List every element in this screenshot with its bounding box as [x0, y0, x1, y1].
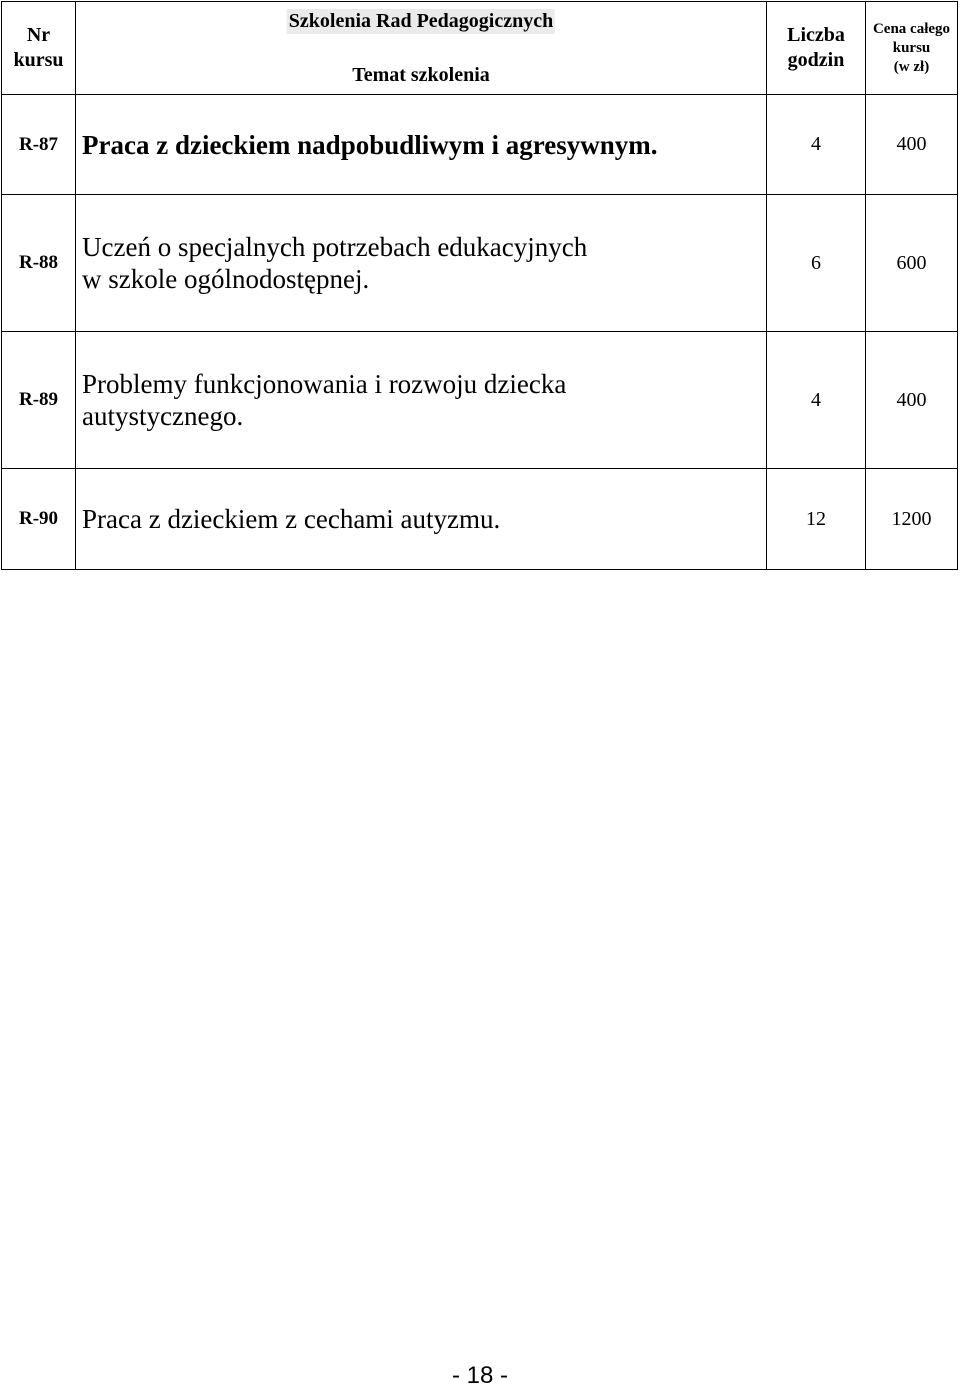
header-price-line1: Cena całego — [872, 20, 951, 37]
course-topic-line2: autystycznego. — [82, 401, 244, 431]
course-hours: 4 — [767, 332, 866, 469]
course-topic — [76, 332, 767, 469]
header-nr-line2: kursu — [13, 49, 64, 71]
section-title: Szkolenia Rad Pedagogicznych — [288, 10, 554, 32]
table-row — [2, 195, 958, 332]
course-number: R-87 — [2, 95, 76, 195]
course-hours: 12 — [767, 469, 866, 570]
courses-table — [1, 1, 958, 570]
course-topic — [76, 469, 767, 570]
course-hours: 4 — [767, 95, 866, 195]
header-nr-line1: Nr — [26, 24, 51, 46]
table-row — [2, 95, 958, 195]
header-price — [866, 2, 958, 95]
header-hours-line2: godzin — [787, 49, 845, 71]
course-topic-line1: Uczeń o specjalnych potrzebach edukacyjnych — [82, 232, 588, 262]
course-topic-line1: Problemy funkcjonowania i rozwoju dziecka — [82, 369, 567, 399]
header-topic — [76, 2, 767, 95]
table-row — [2, 469, 958, 570]
header-course-number — [2, 2, 76, 95]
header-price-line3: (w zł) — [893, 58, 930, 75]
header-hours-line1: Liczba — [787, 24, 845, 46]
topic-label: Temat szkolenia — [352, 64, 490, 86]
course-number: R-88 — [2, 195, 76, 332]
table-row — [2, 332, 958, 469]
course-hours: 6 — [767, 195, 866, 332]
course-price: 1200 — [866, 469, 958, 570]
course-number: R-89 — [2, 332, 76, 469]
header-price-line2: kursu — [892, 39, 931, 56]
course-topic-line1: Praca z dzieckiem nadpobudliwym i agresywnym. — [82, 129, 658, 160]
course-topic-line1: Praca z dzieckiem z cechami autyzmu. — [82, 504, 501, 534]
course-price: 400 — [866, 332, 958, 469]
course-price: 400 — [866, 95, 958, 195]
course-topic — [76, 195, 767, 332]
course-price: 600 — [866, 195, 958, 332]
course-topic — [76, 95, 767, 195]
page-number: - 18 - — [451, 1362, 508, 1389]
course-topic-line2: w szkole ogólnodostępnej. — [82, 264, 370, 294]
table-header-row — [2, 2, 958, 95]
course-number: R-90 — [2, 469, 76, 570]
header-hours — [767, 2, 866, 95]
